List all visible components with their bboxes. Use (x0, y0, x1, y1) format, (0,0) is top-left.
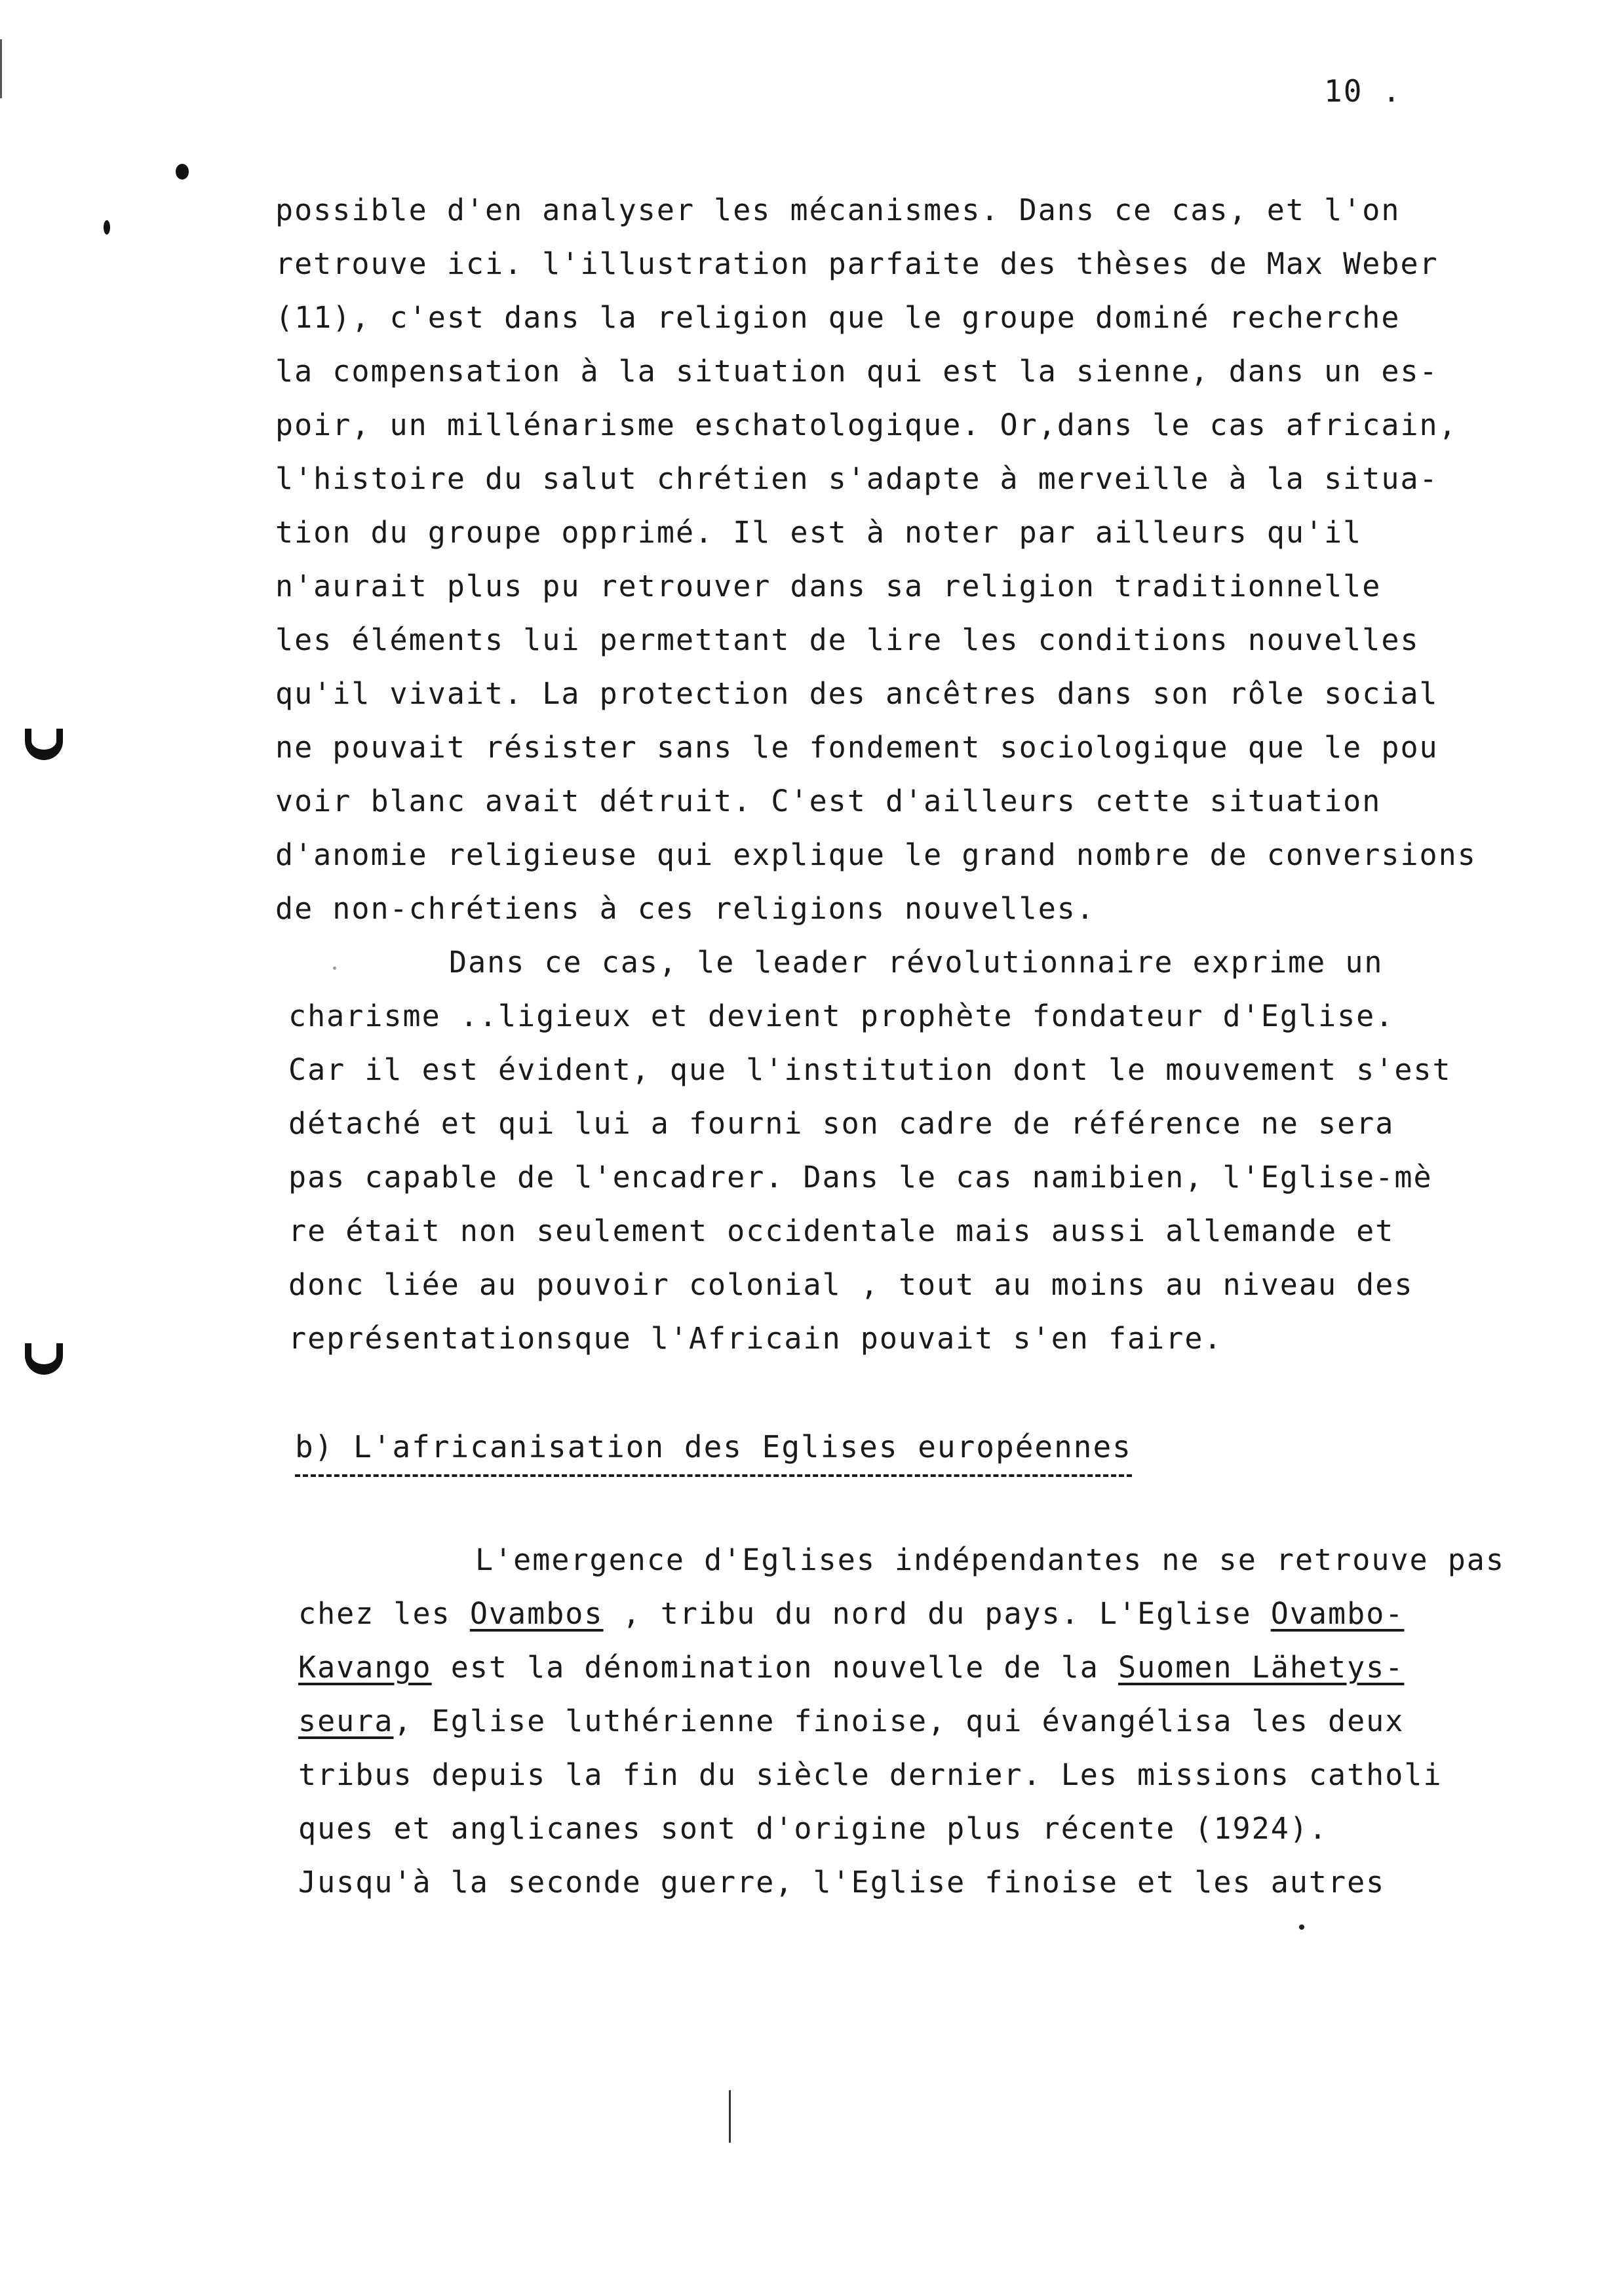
text-line (298, 1587, 1544, 1641)
text-line: donc liée au pouvoir colonial , tout au moins au niveau des (288, 1267, 1414, 1302)
text-line: re était non seulement occidentale mais aussi allemande et (288, 1214, 1395, 1248)
scan-dot (104, 220, 110, 235)
text-line: charisme ..ligieux et devient prophète fondateur d'Eglise. (288, 999, 1395, 1033)
paragraph-2 (288, 936, 1534, 1366)
text-line: L'emergence d'Eglises indépendantes ne se retrouve pas (475, 1542, 1505, 1577)
text-segment: , tribu du nord du pays. L'Eglise (603, 1596, 1271, 1631)
binding-mark (729, 2090, 731, 2143)
text-line: tribus depuis la fin du siècle dernier. Les missions catholi (298, 1757, 1443, 1792)
text-line: ques et anglicanes sont d'origine plus récente (1924). (298, 1811, 1328, 1846)
text-line: ne pouvait résister sans le fondement sociologique que le pou (275, 730, 1439, 765)
scan-speck (1299, 1924, 1304, 1930)
paragraph-1 (275, 183, 1521, 936)
text-line: tion du groupe opprimé. Il est à noter par ailleurs qu'il (275, 515, 1363, 550)
text-line: pas capable de l'encadrer. Dans le cas namibien, l'Eglise-mè (288, 1160, 1433, 1195)
underlined-term: Ovambo- (1270, 1596, 1405, 1631)
underlined-term: seura (298, 1704, 394, 1738)
underlined-term: Ovambos (469, 1596, 604, 1631)
text-line: voir blanc avait détruit. C'est d'ailleurs cette situation (275, 784, 1382, 818)
page-number: 10 . (1324, 73, 1402, 109)
text-line: de non-chrétiens à ces religions nouvelles. (275, 891, 1095, 926)
binding-hole-icon (25, 729, 63, 760)
text-line: d'anomie religieuse qui explique le grand nombre de conversions (275, 837, 1477, 872)
text-line: Car il est évident, que l'institution dont le mouvement s'est (288, 1052, 1452, 1087)
text-line: Dans ce cas, le leader révolutionnaire exprime un (449, 945, 1384, 980)
underlined-term: Kavango (298, 1650, 432, 1685)
text-line: détaché et qui lui a fourni son cadre de référence ne sera (288, 1106, 1395, 1141)
text-line: (11), c'est dans la religion que le groupe dominé recherche (275, 300, 1401, 335)
text-segment: est la dénomination nouvelle de la (431, 1650, 1118, 1685)
text-segment: , Eglise luthérienne finoise, qui évangélisa les deux (393, 1704, 1405, 1738)
text-line: représentationsque l'Africain pouvait s'en faire. (288, 1321, 1223, 1356)
text-line (298, 1694, 1544, 1748)
text-line (298, 1641, 1544, 1694)
paragraph-3 (298, 1533, 1544, 1909)
left-edge-line (0, 39, 2, 98)
text-line: les éléments lui permettant de lire les conditions nouvelles (275, 622, 1420, 657)
text-line: qu'il vivait. La protection des ancêtres dans son rôle social (275, 676, 1439, 711)
text-line: Jusqu'à la seconde guerre, l'Eglise finoise et les autres (298, 1865, 1386, 1900)
text-line: la compensation à la situation qui est la sienne, dans un es- (275, 354, 1439, 389)
text-line: retrouve ici. l'illustration parfaite des thèses de Max Weber (275, 246, 1439, 281)
text-line: poir, un millénarisme eschatologique. Or,dans le cas africain, (275, 408, 1458, 442)
text-segment: chez les (298, 1596, 470, 1631)
section-heading: b) L'africanisation des Eglises européennes (295, 1421, 1132, 1477)
text-line: n'aurait plus pu retrouver dans sa religion traditionnelle (275, 569, 1382, 603)
underlined-term: Suomen Lähetys- (1118, 1650, 1405, 1685)
text-line: possible d'en analyser les mécanismes. Dans ce cas, et l'on (275, 193, 1401, 227)
binding-hole-icon (25, 1343, 63, 1375)
text-line: l'histoire du salut chrétien s'adapte à merveille à la situa- (275, 461, 1439, 496)
scan-dot (176, 164, 189, 180)
